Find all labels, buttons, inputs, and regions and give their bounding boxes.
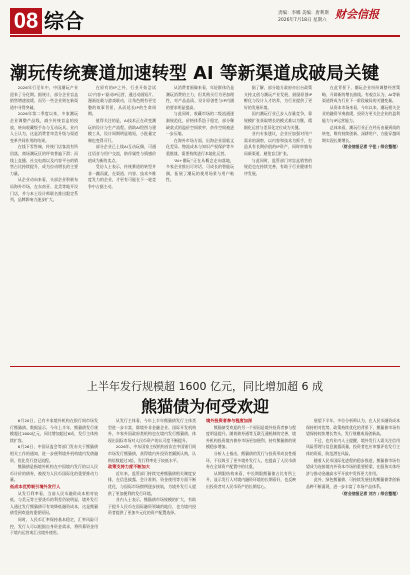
top-headline: 潮玩传统赛道加速转型 AI 等新渠道成破局关键 xyxy=(10,64,380,84)
editor-credits: 责编：李娜 美编：唐利斯 xyxy=(278,11,329,16)
paragraph: 从资本市场来看，今年以来，潮玩相关企业的融资节奏放缓，投资方更关注企业的盈利能力与IP运营能力。 xyxy=(322,104,400,123)
header-rule xyxy=(10,35,400,37)
paragraph: 同时，人民币汇率保持基本稳定，汇率风险可控，发行人可以根据自身资金需求，将所募资金用于境内运营或汇出境外使用。 xyxy=(10,516,98,536)
paragraph: 部分企业已上线AI互动玩偶，可通过语音与用户交流，陪伴属性与情感价值成为新的卖点。 xyxy=(88,144,156,163)
paragraph: 从发行主体看，今年上半年熊猫债发行主体类型进一步丰富，除境外非金融企业、国际开发机构外，多家外国政府类机构也在境内发行熊猫债，体现出国际市场对人民币资产的认可度不断提升。 xyxy=(108,418,196,443)
paragraph: 分析人士指出，熊猫债的发行与投资形成良性循环，不仅吸引了更多境外发行人，也提高了人民币债券在全球资产配置中的比重。 xyxy=(206,450,296,470)
bottom-article-column-2 xyxy=(108,418,196,570)
top-article-column-3 xyxy=(166,85,234,359)
issue-date: 2026年7月18日 星期六 xyxy=(278,18,327,23)
paragraph: 与此同时，收藏市场的二级流通逐渐规范化，价格体系趋于稳定，部分稀缺款式的溢价空间收窄，炒作空间被进一步压缩。 xyxy=(166,111,234,137)
bottom-headline: 熊猫债为何受欢迎 xyxy=(140,397,269,416)
paragraph: 在海外市场方面，出海企业面临文化差异、物流成本与知识产权保护等多重挑战，需要持续进行本地化运营。 xyxy=(166,137,234,156)
paragraph: “AI+潮玩”正在从概念走向落地，多家企业推出可对话、可成长的智能玩偶，拓展了潮玩的使用场景与用户粘性。 xyxy=(166,157,234,183)
paragraph: 在线下零售端，传统门店客流有所回落，商场潮玩区的坪效普遍下滑；而线上直播、社交电商以及内容平台的销售占比持续提升，成为拉动增长的主要力量。 xyxy=(10,144,78,176)
paragraph: 从期限结构来看，中长期限熊猫债占比有所上升，显示发行人对境内融资环境的长期看好，也反映出投资者对人民币资产的长期信心。 xyxy=(206,470,296,489)
paragraph: 不过，也有业内人士提醒，境外发行人需关注信用风险管理与信息披露质量，投资者也应审慎评估发行主体的资质，防范潜在风险。 xyxy=(306,437,400,456)
paragraph: 在原有的IP之外，行业开始尝试以‘内容+’驱动IP运营，通过动画短片、漫画连载与游戏联动，让角色拥有更完整的故事背景，从而延长IP的生命周期。 xyxy=(88,85,156,117)
paragraph: 从企业动向来看，头部企业积极布局海外市场，在东南亚、北美等地开设门店，并与本土设计师联名推出限定系列，品牌影响力逐步扩大。 xyxy=(10,177,78,203)
paragraph: 受访人士表示，传统赛道的转型并非一蹴而就，在渠道、内容、技术多维度发力的企业，才更有可能在下一轮竞争中占据主动。 xyxy=(88,164,156,189)
bottom-subheadline: 上半年发行规模超 1600 亿元，同比增加超 6 成 xyxy=(87,380,323,393)
paragraph: 总体来看，潮玩行业正在经历由量到质的转变，唯有持续创新、深耕用户，方能穿越周期实现长期增长。 xyxy=(322,124,400,143)
section-title: 综合 xyxy=(44,9,84,33)
paragraph: 近年来，监管部门持续完善熊猫债相关制度安排，在信息披露、会计准则、资金使用等方面不断优化，与国际市场惯例逐步接轨，为境外发行人提供了更加便利的发行环境。 xyxy=(108,470,196,496)
paragraph: 值得关注的是，AI技术正在改变潮玩的设计与生产流程。借助AI绘图与建模工具，设计周期明显缩短，小批量定制也变得可行。 xyxy=(88,117,156,143)
paragraph: 业内人士表示，熊猫债市场规模的扩大，有助于提升人民币在国际融资领域的地位，也为境内投资者提供了更加多元化的资产配置选择。 xyxy=(108,497,196,516)
paragraph: 据了解，部分地方政府亦出台政策支持文创与潮玩产业发展，鼓励原创IP孵化与设计人才培养，为行业提供了更好的发展环境。 xyxy=(244,85,312,110)
paragraph: 业内专家建议，企业应加强对用户需求的洞察，以内容和技术为抓手，打造具有长期价值的IP资产，同时审慎布局新渠道，避免盲目扩张。 xyxy=(244,131,312,156)
section-divider xyxy=(10,366,400,367)
paragraph: 与此同时，监管部门对盲盒销售的规范也在持续完善，有助于行业健康有序发展。 xyxy=(244,157,312,176)
page-number: 08 xyxy=(10,8,42,34)
paragraph: 熊猫债受欢迎的另一个原因是境外投资者参与程度明显提升。随着债券通等互联互通机制的完善，境外机构投资境内债券市场更加便利，持有熊猫债的规模稳步增加。 xyxy=(206,424,296,450)
top-article-column-1 xyxy=(10,85,78,359)
newspaper-logo: 财会信报 xyxy=(335,8,379,21)
section-subhead: 政策支持力度不断加大 xyxy=(108,464,150,470)
bottom-article-byline: （财会信报记者 刘方 / 综合整理） xyxy=(340,490,400,496)
bottom-article-column-3 xyxy=(206,418,296,570)
top-article-byline: （财会信报记者 宁佳 / 综合整理） xyxy=(340,144,400,150)
paragraph: 在此背景下，潮玩企业纷纷调整经营策略，开辟新的增长曲线。有观点认为，AI等新渠道将成为行业下一阶段破局的关键变量。 xyxy=(322,85,400,104)
paragraph: 2026年第二季度以来，多家潮玩企业调整产品线，减少传统盲盒的投放，转向收藏级手办与互动玩具。业内人士认为，这是消费者审美升级与渠道变革共同作用的结果。 xyxy=(10,111,78,143)
paragraph: 展望下半年，多位分析师认为，在人民币融资成本保持相对优势、政策持续优化的背景下，熊猫债市场有望保持较快增长势头，发行规模或再创新高。 xyxy=(306,418,400,437)
paragraph: 2026年，中东国家主权机构首次在中国银行间市场发行熊猫债，获得境内外投资者踊跃认购，认购倍数超过3倍，发行利率处于较低水平。 xyxy=(108,444,196,463)
section-subhead: 低成本优势吸引境外发行人 xyxy=(10,483,61,489)
paragraph: 国内潮玩行业已步入存量竞争，靠规模扩张获取增长的模式难以为继，精细化运营与差异化定位成为关键。 xyxy=(244,111,312,130)
paragraph: 6月26日，中国证监会等部门发布关于熊猫债相关工作的通知，进一步便利境外机构境内发债融资，优化发行登记流程。 xyxy=(10,444,98,463)
paragraph: 此外，绿色熊猫债、可持续发展挂钩熊猫债等创新品种不断涌现，进一步丰富了市场产品体系。 xyxy=(306,477,400,489)
top-article-column-2 xyxy=(88,85,156,359)
paragraph: 2026年行至年中，中国潮玩产业迎来了分化期。据统计，部分企业盲盒销售增速放缓，而另一些企业则在新渠道中寻得突破。 xyxy=(10,85,78,110)
paragraph: 从消费者画像来看，年轻群体仍是潮玩消费的主力，但其购买行为更加理性，对产品品质、设计原创性与IP内涵的要求明显提高。 xyxy=(166,85,234,110)
bottom-article-column-4 xyxy=(306,418,400,570)
section-subhead: 境外投资者参与程度加深 xyxy=(206,418,253,423)
paragraph: 从发行利率看，当前人民币融资成本相对较低，与美元等主要货币的利差仍较明显，境外发行人通过发行熊猫债可有效降低融资成本，这是熊猫债受到欢迎的重要原因。 xyxy=(10,490,98,516)
top-article-column-4 xyxy=(244,85,312,359)
top-article-column-5 xyxy=(322,85,400,359)
bottom-article-column-1 xyxy=(10,418,98,570)
paragraph: 熊猫债是指境外机构在中国境内发行的以人民币计价的债券，被视为人民币国际化的重要推动力量。 xyxy=(10,464,98,483)
paragraph: 随着人民币国际化进程的稳步推进，熊猫债市场有望成为连接境内外资本市场的重要桥梁，在服务实体经济与推动金融高水平开放中发挥更大作用。 xyxy=(306,457,400,476)
masthead xyxy=(0,0,410,44)
paragraph: 6月20日，已有多家境外机构在银行间市场发行熊猫债。数据显示，今年上半年，熊猫债发行规模超过1600亿元，同比增加超过6成，发行主体持续扩容。 xyxy=(10,418,98,443)
